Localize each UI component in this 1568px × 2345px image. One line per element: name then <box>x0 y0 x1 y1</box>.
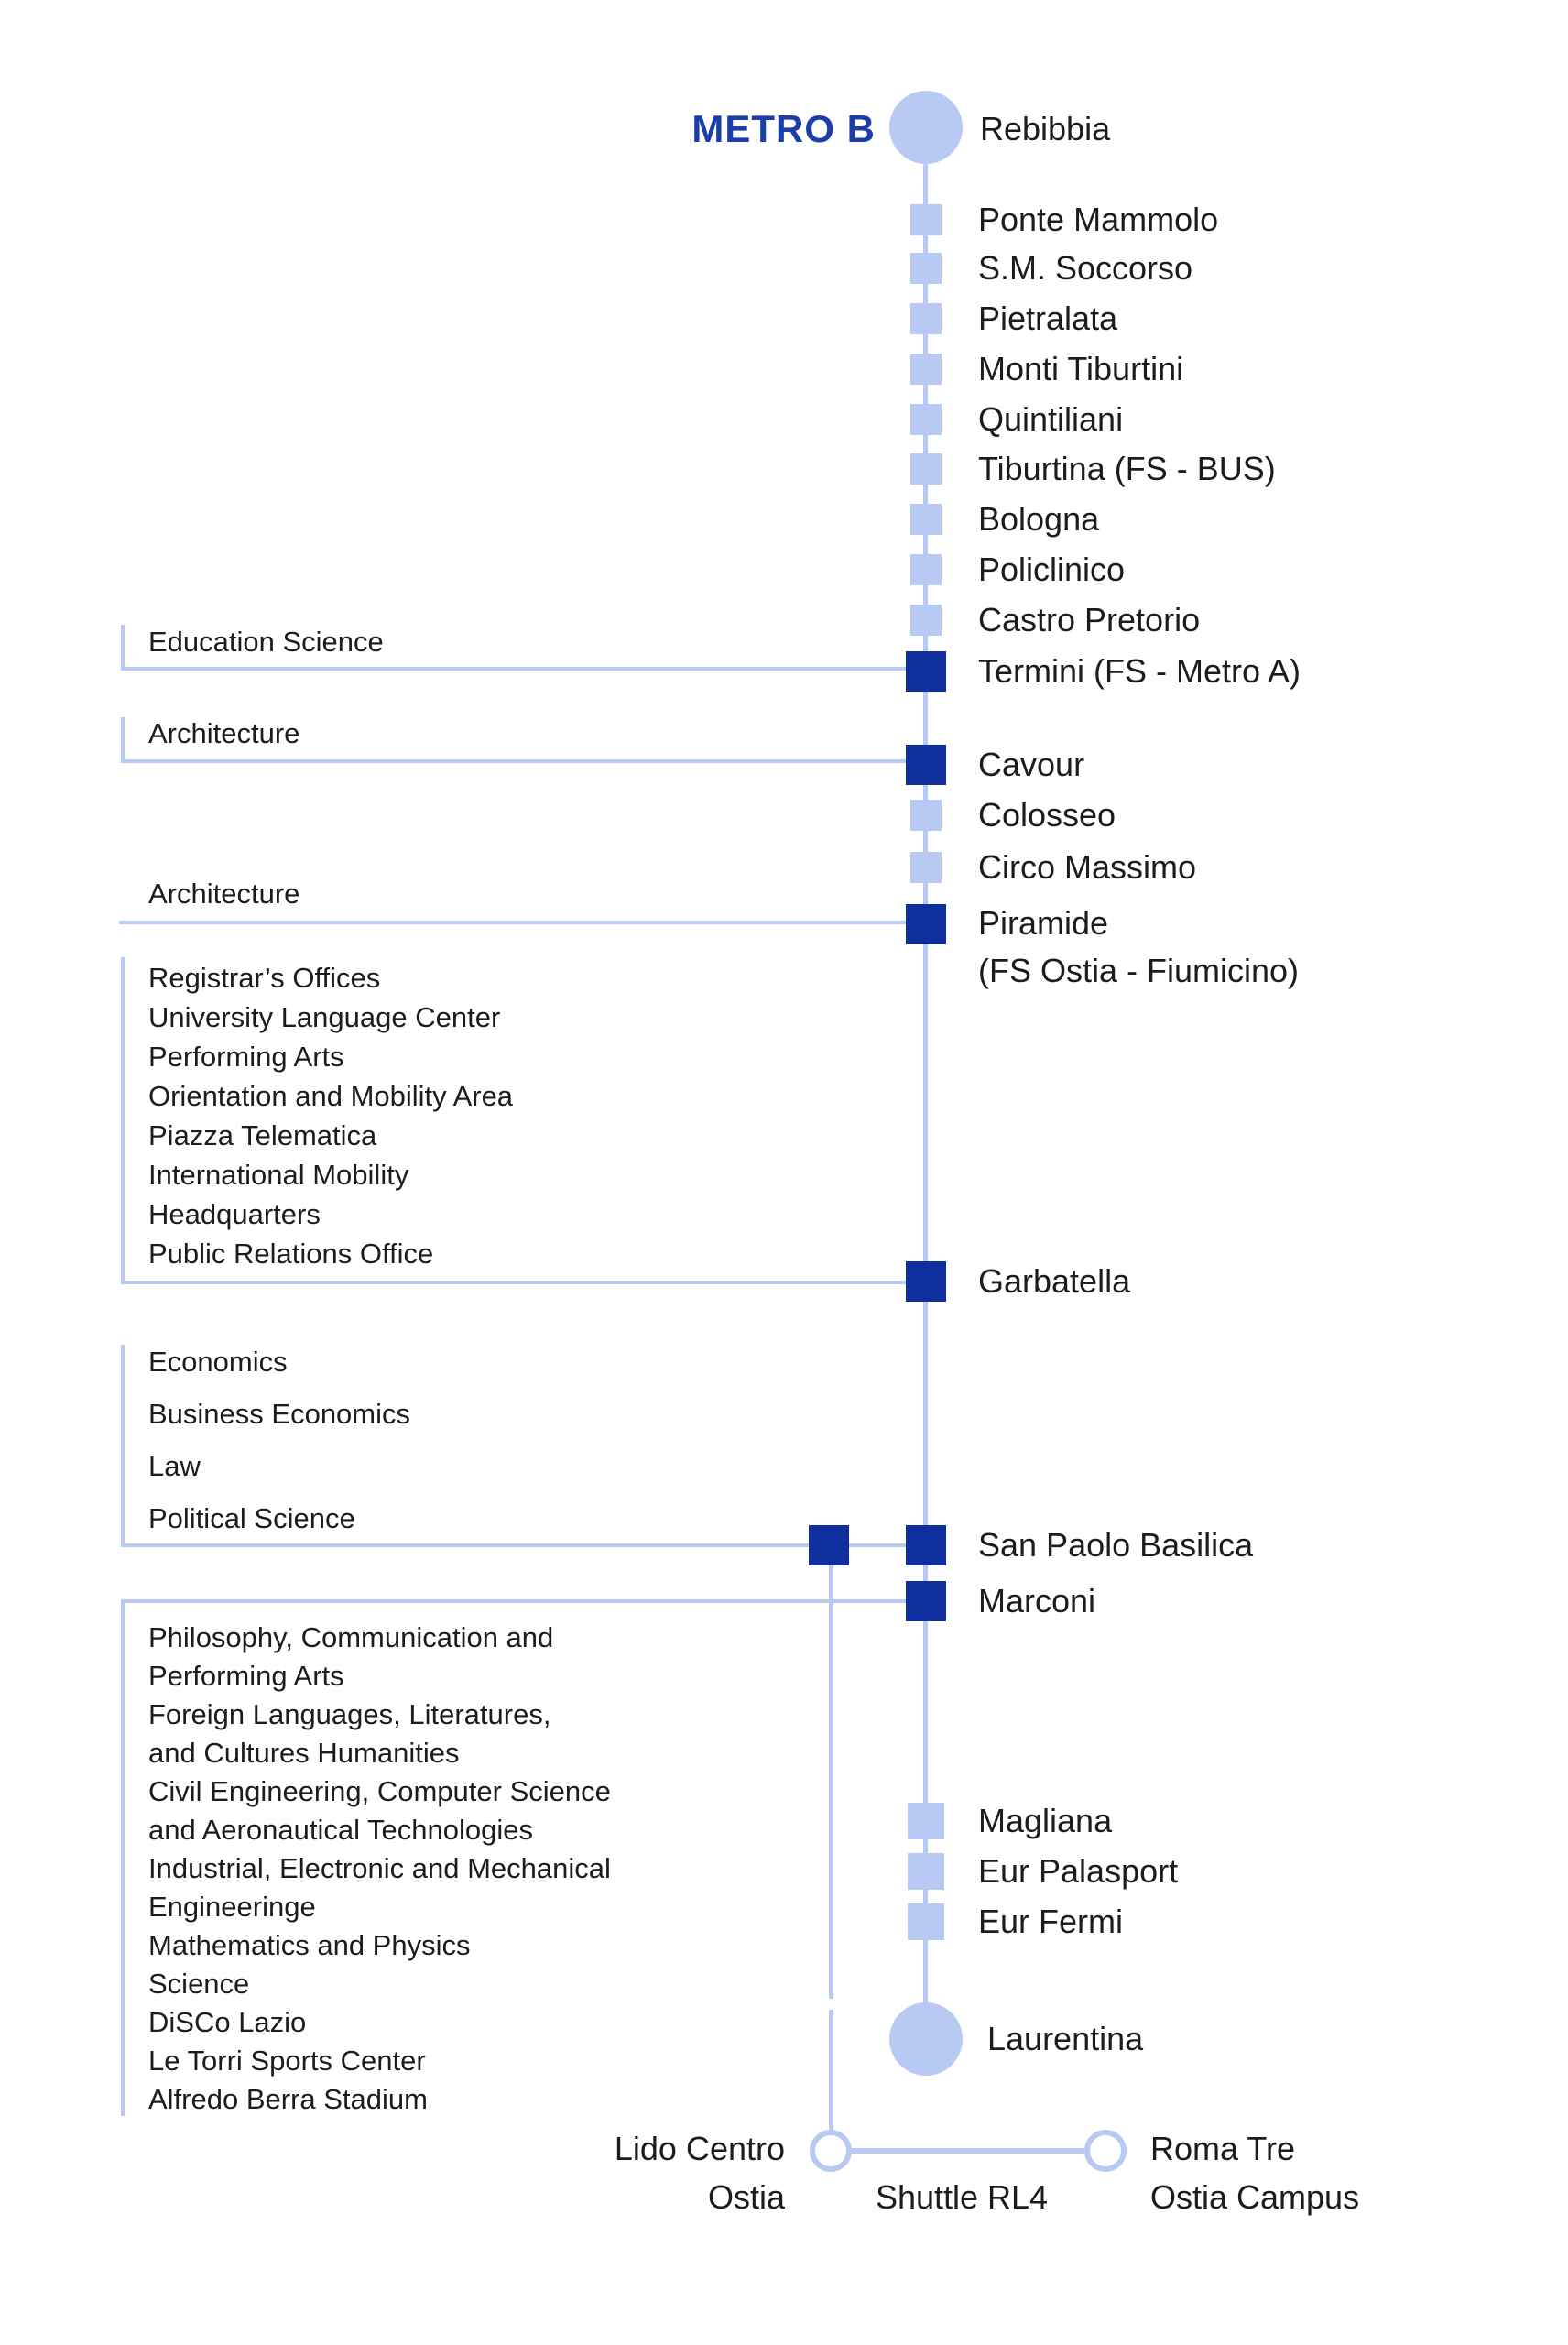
station-marker-eur-fermi <box>908 1903 944 1940</box>
facility-label: Law <box>148 1450 201 1482</box>
station-label-monti-tiburtini: Monti Tiburtini <box>978 350 1184 387</box>
facility-label: Alfredo Berra Stadium <box>148 2083 428 2115</box>
facility-label: Education Science <box>148 626 384 658</box>
facility-label: Philosophy, Communication and <box>148 1621 554 1653</box>
shuttle-label-ostia: Ostia <box>707 2178 785 2216</box>
facility-label: Economics <box>148 1346 288 1378</box>
station-marker-quintiliani <box>910 404 942 435</box>
station-marker-tiburtina <box>910 453 942 485</box>
shuttle-stop-lido-centro <box>810 2130 852 2172</box>
station-label-sm-soccorso: S.M. Soccorso <box>978 249 1193 287</box>
facility-group-economics <box>148 1336 410 1544</box>
facility-label: Business Economics <box>148 1398 411 1430</box>
station-label-eur-fermi: Eur Fermi <box>978 1903 1124 1940</box>
station-label-san-paolo-basilica: San Paolo Basilica <box>978 1526 1254 1564</box>
facility-label: Foreign Languages, Literatures, <box>148 1698 551 1730</box>
connector-philosophy-marconi <box>121 1599 906 1603</box>
station-label-colosseo: Colosseo <box>978 796 1116 834</box>
facility-group-architecture-2 <box>148 874 299 913</box>
station-marker-san-paolo-basilica <box>906 1525 946 1565</box>
station-sublabel-piramide: (FS Ostia - Fiumicino) <box>978 952 1300 989</box>
bracket-registrar <box>121 957 125 1284</box>
station-label-magliana: Magliana <box>978 1802 1113 1839</box>
facility-label: Piazza Telematica <box>148 1119 377 1151</box>
station-label-laurentina: Laurentina <box>987 2020 1144 2057</box>
station-marker-magliana <box>908 1803 944 1839</box>
station-label-garbatella: Garbatella <box>978 1262 1131 1300</box>
station-marker-marconi <box>906 1581 946 1621</box>
station-label-marconi: Marconi <box>978 1582 1096 1620</box>
facility-label: Civil Engineering, Computer Science <box>148 1775 611 1807</box>
station-label-ponte-mammolo: Ponte Mammolo <box>978 201 1219 238</box>
station-marker-garbatella <box>906 1261 946 1302</box>
station-label-cavour: Cavour <box>978 746 1085 783</box>
facility-label: Performing Arts <box>148 1041 344 1073</box>
station-marker-monti-tiburtini <box>910 354 942 385</box>
bracket-architecture1 <box>121 717 125 763</box>
facility-label: Orientation and Mobility Area <box>148 1080 514 1112</box>
shuttle-label-lido-centro: Lido Centro <box>614 2130 785 2167</box>
station-marker-circo-massimo <box>910 852 942 883</box>
facility-label: Performing Arts <box>148 1660 344 1692</box>
facility-group-architecture-1 <box>148 714 299 753</box>
facility-label: and Aeronautical Technologies <box>148 1814 533 1846</box>
station-marker-termini <box>906 651 946 692</box>
shuttle-stop-roma-tre <box>1084 2130 1127 2172</box>
station-label-piramide: Piramide <box>978 904 1109 942</box>
facility-label: Public Relations Office <box>148 1238 434 1270</box>
station-marker-ponte-mammolo <box>910 204 942 235</box>
facility-label: International Mobility <box>148 1159 409 1191</box>
station-label-eur-palasport: Eur Palasport <box>978 1852 1179 1890</box>
station-marker-sm-soccorso <box>910 253 942 284</box>
station-marker-bologna <box>910 504 942 535</box>
station-marker-policlinico <box>910 554 942 585</box>
facility-label: Industrial, Electronic and Mechanical <box>148 1852 611 1884</box>
branch-line-upper <box>829 1545 833 1999</box>
facility-group-philosophy <box>148 1619 611 2119</box>
station-label-rebibbia: Rebibbia <box>980 110 1111 147</box>
branch-marker-san-paolo <box>809 1525 849 1565</box>
station-label-policlinico: Policlinico <box>978 551 1126 588</box>
bracket-economics <box>121 1345 125 1547</box>
connector-registrar-garbatella <box>121 1281 906 1284</box>
connector-architecture-cavour <box>121 759 906 763</box>
bracket-philosophy <box>121 1601 125 2116</box>
shuttle-label-rl4: Shuttle RL4 <box>875 2178 1049 2216</box>
branch-line-lower <box>829 2010 833 2130</box>
station-marker-eur-palasport <box>908 1853 944 1890</box>
shuttle-label-roma-tre: Roma Tre <box>1150 2130 1296 2167</box>
facility-label: Mathematics and Physics <box>148 1929 471 1961</box>
facility-label: DiSCo Lazio <box>148 2006 307 2038</box>
connector-architecture2-piramide <box>119 921 906 924</box>
station-marker-cavour <box>906 745 946 785</box>
facility-label: Architecture <box>148 878 300 910</box>
station-label-circo-massimo: Circo Massimo <box>978 848 1197 886</box>
station-label-tiburtina: Tiburtina (FS - BUS) <box>978 450 1276 487</box>
station-marker-laurentina <box>889 2002 963 2076</box>
facility-group-education <box>148 622 384 661</box>
facility-label: Le Torri Sports Center <box>148 2045 426 2077</box>
facility-group-registrar <box>148 958 513 1273</box>
station-marker-pietralata <box>910 303 942 334</box>
facility-label: Headquarters <box>148 1198 321 1230</box>
station-label-pietralata: Pietralata <box>978 300 1118 337</box>
facility-label: University Language Center <box>148 1001 501 1033</box>
bracket-education <box>121 625 125 671</box>
station-marker-rebibbia <box>889 91 963 164</box>
facility-label: Engineeringe <box>148 1891 316 1923</box>
station-label-castro-pretorio: Castro Pretorio <box>978 601 1201 638</box>
facility-label: and Cultures Humanities <box>148 1737 460 1769</box>
station-marker-piramide <box>906 904 946 944</box>
station-label-quintiliani: Quintiliani <box>978 400 1124 438</box>
line-title: METRO B <box>691 107 876 150</box>
facility-label: Registrar’s Offices <box>148 962 381 994</box>
station-marker-castro-pretorio <box>910 605 942 636</box>
station-marker-colosseo <box>910 800 942 831</box>
facility-label: Political Science <box>148 1502 355 1534</box>
shuttle-label-ostia-campus: Ostia Campus <box>1150 2178 1360 2216</box>
connector-education-termini <box>121 667 906 671</box>
shuttle-line <box>852 2148 1084 2154</box>
facility-label: Architecture <box>148 717 300 749</box>
facility-label: Science <box>148 1968 250 2000</box>
station-label-bologna: Bologna <box>978 500 1100 538</box>
station-label-termini: Termini (FS - Metro A) <box>978 652 1301 690</box>
